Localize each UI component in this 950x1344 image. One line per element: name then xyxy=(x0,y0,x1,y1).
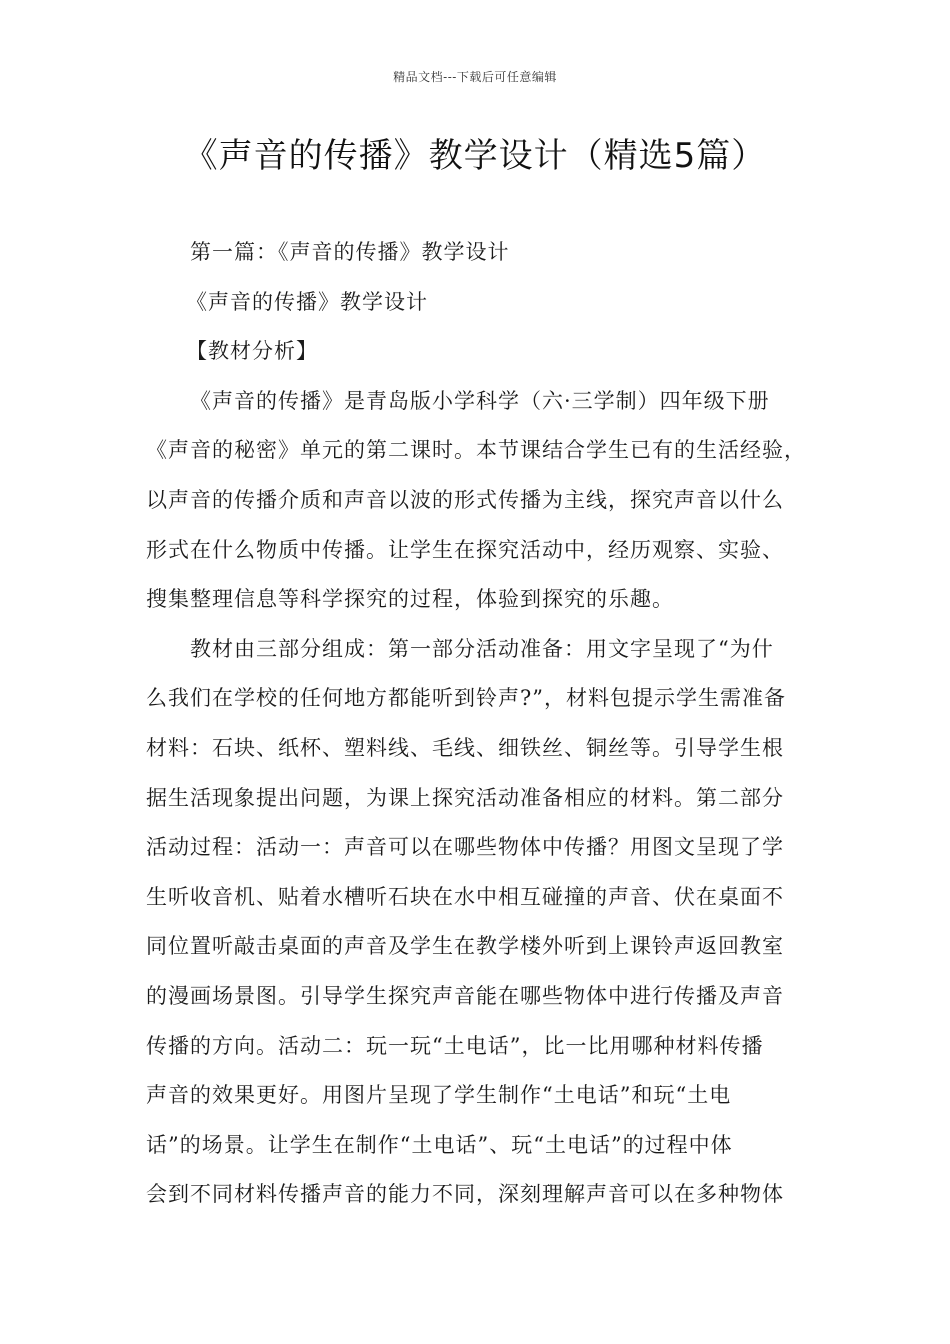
analysis-heading: 【教材分析】 xyxy=(186,339,318,364)
header-note: 精品文档---下载后可任意编辑 xyxy=(393,70,557,84)
paragraph-line: 《声音的传播》是青岛版小学科学（六·三学制）四年级下册 xyxy=(190,388,770,413)
paragraph-line: 据生活现象提出问题，为课上探究活动准备相应的材料。第二部分 xyxy=(146,785,784,810)
sub-heading: 《声音的传播》教学设计 xyxy=(186,289,428,314)
paragraph-line: 《声音的秘密》单元的第二课时。本节课结合学生已有的生活经验， xyxy=(146,438,806,463)
paragraph-line: 搜集整理信息等科学探究的过程，体验到探究的乐趣。 xyxy=(146,587,674,612)
paragraph-line: 声音的效果更好。用图片呈现了学生制作“土电话”和玩“土电 xyxy=(146,1083,732,1108)
paragraph-line: 生听收音机、贴着水槽听石块在水中相互碰撞的声音、伏在桌面不 xyxy=(146,884,784,909)
paragraph-line: 话”的场景。让学生在制作“土电话”、玩“土电话”的过程中体 xyxy=(146,1132,733,1157)
paragraph-line: 教材由三部分组成：第一部分活动准备：用文字呈现了“为什 xyxy=(190,636,774,661)
paragraph-line: 的漫画场景图。引导学生探究声音能在哪些物体中进行传播及声音 xyxy=(146,983,784,1008)
paragraph-2 xyxy=(146,625,812,1220)
paragraph-line: 活动过程：活动一：声音可以在哪些物体中传播？用图文呈现了学 xyxy=(146,835,784,860)
document-body xyxy=(146,228,812,1220)
paragraph-line: 会到不同材料传播声音的能力不同，深刻理解声音可以在多种物体 xyxy=(146,1182,784,1207)
paragraph-line: 同位置听敲击桌面的声音及学生在教学楼外听到上课铃声返回教室 xyxy=(146,934,784,959)
paragraph-line: 材料：石块、纸杯、塑料线、毛线、细铁丝、铜丝等。引导学生根 xyxy=(146,735,784,760)
paragraph-line: 么我们在学校的任何地方都能听到铃声?”，材料包提示学生需准备 xyxy=(146,686,786,711)
paragraph-line: 以声音的传播介质和声音以波的形式传播为主线，探究声音以什么 xyxy=(146,487,784,512)
paragraph-line: 传播的方向。活动二：玩一玩“土电话”，比一比用哪种材料传播 xyxy=(146,1033,764,1058)
paragraph-line: 形式在什么物质中传播。让学生在探究活动中，经历观察、实验、 xyxy=(146,537,784,562)
document-title: 《声音的传播》教学设计（精选5篇） xyxy=(183,136,767,176)
paragraph-1 xyxy=(146,377,812,625)
section-heading: 第一篇：《声音的传播》教学设计 xyxy=(190,240,510,264)
